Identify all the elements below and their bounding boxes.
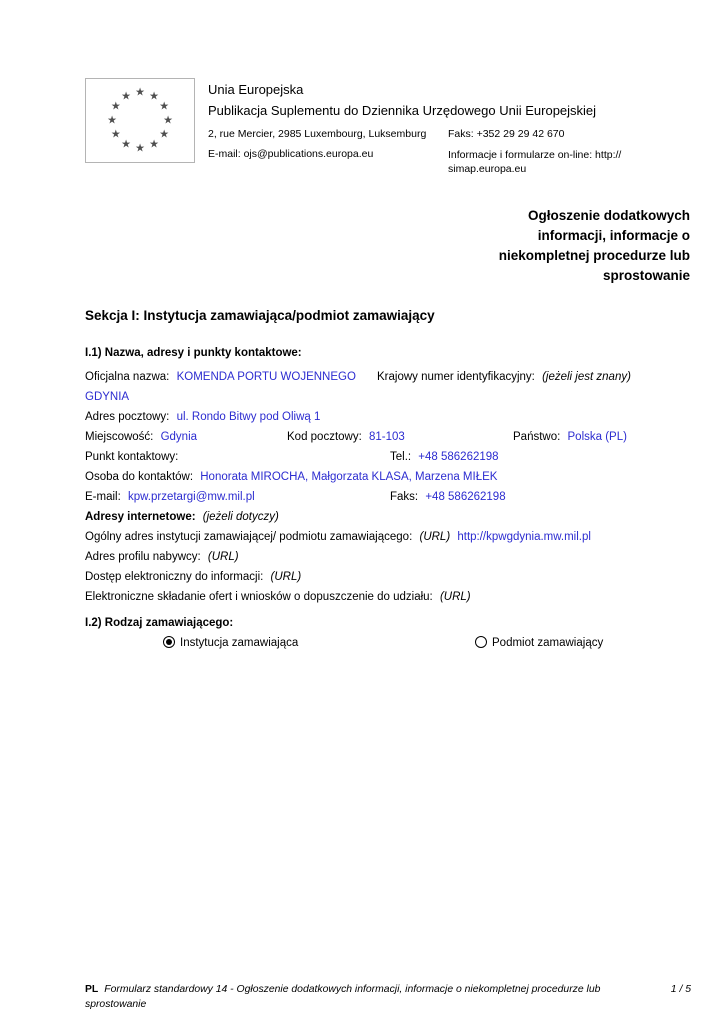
contact-point-field	[85, 447, 390, 467]
city-field	[85, 427, 287, 447]
publisher-address: 2, rue Mercier, 2985 Luxembourg, Luksemburg	[208, 128, 427, 140]
official-name-value: KOMENDA PORTU WOJENNEGO GDYNIA	[85, 371, 356, 403]
electronic-submission-field	[85, 587, 691, 607]
postal-code-field	[287, 427, 513, 447]
star-icon: ★	[107, 113, 117, 127]
internet-addresses-label: Adresy internetowe:	[85, 511, 196, 523]
email-field	[85, 487, 390, 507]
subsection-i1-heading: I.1) Nazwa, adresy i punkty kontaktowe:	[85, 347, 302, 359]
notice-title-line: sprostowanie	[602, 268, 690, 283]
buyer-profile-field	[85, 547, 691, 567]
field-row	[85, 447, 691, 467]
footer-form-name	[85, 982, 637, 1012]
fax-field	[390, 487, 691, 507]
national-id-field	[377, 367, 639, 407]
contracting-type-options	[85, 634, 691, 652]
notice-title-line: Ogłoszenie dodatkowych	[527, 208, 690, 223]
country-value: Polska (PL)	[567, 431, 627, 443]
national-id-note: (jeżeli jest znany)	[542, 371, 631, 383]
official-name-field	[85, 367, 375, 407]
star-icon: ★	[163, 113, 173, 127]
field-row	[85, 427, 691, 447]
country-field	[513, 427, 691, 447]
general-url-label: Ogólny adres instytucji zamawiającej/ podmiotu zamawiającego:	[85, 531, 413, 543]
internet-addresses-note: (jeżeli dotyczy)	[202, 511, 279, 523]
notice-title-line: niekompletnej procedurze lub	[498, 248, 690, 263]
star-icon: ★	[121, 137, 131, 151]
star-icon: ★	[159, 99, 170, 113]
online-info-line: simap.europa.eu	[448, 163, 527, 175]
general-url-field	[85, 527, 691, 547]
star-icon: ★	[159, 127, 170, 141]
fax-label: Faks:	[390, 491, 419, 503]
url-note: (URL)	[419, 531, 451, 543]
option-contracting-entity[interactable]	[475, 634, 691, 652]
option-contracting-authority-label: Instytucja zamawiająca	[180, 637, 299, 649]
tel-value: +48 586262198	[418, 451, 499, 463]
publisher-email: E-mail: ojs@publications.europa.eu	[208, 148, 374, 160]
contact-person-field	[85, 467, 691, 487]
radio-selected-icon[interactable]	[163, 636, 175, 648]
star-icon: ★	[135, 85, 145, 99]
tel-field	[390, 447, 691, 467]
electronic-access-label: Dostęp elektroniczny do informacji:	[85, 571, 264, 583]
online-info	[448, 144, 691, 176]
official-name-label: Oficjalna nazwa:	[85, 371, 170, 383]
publisher-block	[208, 78, 691, 176]
postal-code-value: 81-103	[369, 431, 405, 443]
postal-address-field	[85, 407, 691, 427]
url-note: (URL)	[207, 551, 239, 563]
star-icon: ★	[149, 137, 159, 151]
footer-language-code: PL	[85, 984, 99, 995]
city-label: Miejscowość:	[85, 431, 154, 443]
section-i	[85, 303, 691, 652]
national-id-label: Krajowy numer identyfikacyjny:	[377, 371, 535, 383]
subsection-i2-heading: I.2) Rodzaj zamawiającego:	[85, 617, 234, 629]
contact-person-label: Osoba do kontaktów:	[85, 471, 194, 483]
email-label: E-mail:	[85, 491, 121, 503]
country-label: Państwo:	[513, 431, 561, 443]
internet-addresses-heading	[85, 507, 691, 527]
notice-title	[360, 206, 690, 286]
city-value: Gdynia	[160, 431, 198, 443]
document-header	[85, 78, 691, 176]
org-name: Unia Europejska	[208, 82, 304, 97]
option-contracting-entity-label: Podmiot zamawiający	[492, 637, 604, 649]
field-row	[85, 487, 691, 507]
field-row	[85, 367, 691, 407]
electronic-submission-label: Elektroniczne składanie ofert i wniosków o dopuszczenie do udziału:	[85, 591, 433, 603]
option-contracting-authority[interactable]	[163, 634, 475, 652]
section-i-heading: Sekcja I: Instytucja zamawiająca/podmiot zamawiający	[85, 308, 435, 323]
star-icon: ★	[149, 89, 159, 103]
radio-unselected-icon[interactable]	[475, 636, 487, 648]
notice-title-line: informacji, informacje o	[537, 228, 690, 243]
email-value[interactable]: kpw.przetargi@mw.mil.pl	[127, 491, 255, 503]
postal-address-label: Adres pocztowy:	[85, 411, 170, 423]
contact-person-value: Honorata MIROCHA, Małgorzata KLASA, Marzena MIŁEK	[200, 471, 498, 483]
buyer-profile-label: Adres profilu nabywcy:	[85, 551, 201, 563]
postal-address-value: ul. Rondo Bitwy pod Oliwą 1	[176, 411, 321, 423]
eu-flag-logo	[85, 78, 195, 163]
publication-title: Publikacja Suplementu do Dziennika Urzędowego Unii Europejskiej	[208, 103, 597, 118]
star-icon: ★	[121, 89, 131, 103]
page-footer	[85, 982, 691, 1012]
general-url-value[interactable]: http://kpwgdynia.mw.mil.pl	[457, 531, 591, 543]
publisher-fax: Faks: +352 29 29 42 670	[448, 128, 565, 140]
electronic-access-field	[85, 567, 691, 587]
url-note: (URL)	[270, 571, 302, 583]
footer-form-title: Formularz standardowy 14 - Ogłoszenie dodatkowych informacji, informacje o niekompletnej procedurze lub sprostowanie	[85, 984, 601, 1010]
contact-point-label: Punkt kontaktowy:	[85, 451, 179, 463]
tel-label: Tel.:	[390, 451, 412, 463]
online-info-line: Informacje i formularze on-line: http://	[448, 149, 622, 161]
postal-code-label: Kod pocztowy:	[287, 431, 362, 443]
star-icon: ★	[135, 141, 145, 155]
star-icon: ★	[110, 127, 121, 141]
star-icon: ★	[110, 99, 121, 113]
url-note: (URL)	[439, 591, 471, 603]
page-number: 1 / 5	[670, 984, 691, 995]
fax-value: +48 586262198	[425, 491, 506, 503]
